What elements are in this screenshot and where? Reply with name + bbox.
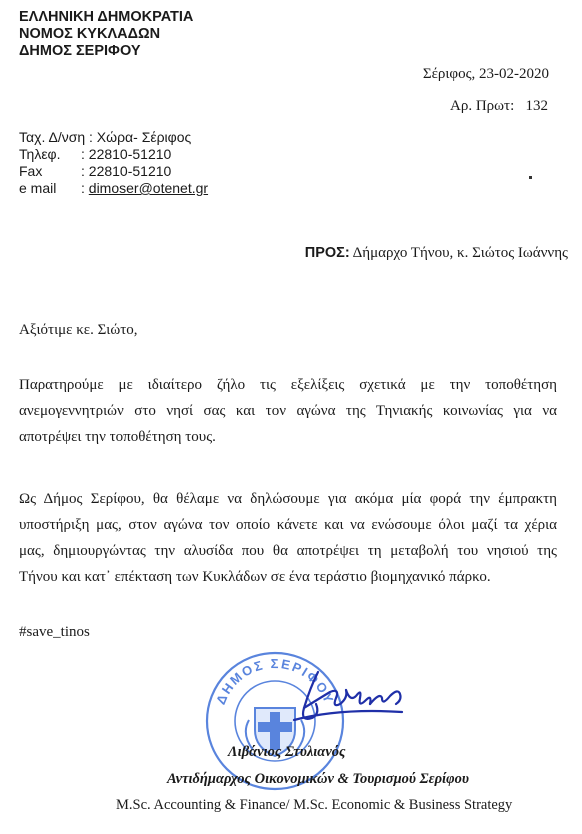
paragraph-1-line: ανεμογεννητριών στο νησί σας και τον αγώνα της Τηνιακής κοινωνίας για να (19, 403, 557, 419)
phone-value: : 22810-51210 (81, 146, 172, 162)
address-value: : Χώρα- Σέριφος (89, 129, 192, 145)
protocol-label: Αρ. Πρωτ: (450, 98, 515, 114)
place-date: Σέριφος, 23-02-2020 (422, 66, 549, 82)
recipient-line (305, 245, 568, 262)
hashtag: #save_tinos (19, 624, 90, 640)
paragraph-2 (19, 486, 557, 590)
paragraph-2-line: Τήνου και κατ᾽ επέκταση των Κυκλάδων σε ένα τεράστιο βιομηχανικό πάρκο. (19, 569, 491, 585)
paragraph-2-line: μας, δημιουργώντας την αλυσίδα που θα αποτρέψει τη μεταβολή του νησιού της (19, 543, 557, 559)
phone-label: Τηλεφ. (19, 146, 61, 162)
recipient-label: ΠΡΟΣ: (304, 245, 350, 261)
paragraph-1-line: Παρατηρούμε με ιδιαίτερο ζήλο τις εξελίξεις σχετικά με την τοποθέτηση (19, 377, 557, 393)
address-label: Ταχ. Δ/νση (19, 129, 86, 145)
email-separator: : (81, 180, 85, 196)
signatory-name: Λιβάνιος Στυλιανός (228, 744, 346, 760)
paragraph-1-line: αποτρέψει την τοποθέτηση τους. (19, 429, 216, 445)
letterhead-line-1: ΕΛΛΗΝΙΚΗ ΔΗΜΟΚΡΑΤΙΑ (19, 9, 194, 25)
paragraph-2-line: Ως Δήμος Σερίφου, θα θέλαμε να δηλώσουμε για ακόμα μία φορά την έμπρακτη (19, 491, 557, 507)
contact-fax (19, 163, 171, 180)
contact-address (19, 129, 191, 146)
email-link[interactable]: dimoser@otenet.gr (88, 180, 209, 196)
paragraph-2-line: υποστήριξη μας, στον αγώνα τον οποίο κάνετε και να ενώσουμε όλοι μαζί τα χέρια (19, 517, 557, 533)
signatory-credentials: M.Sc. Accounting & Finance/ M.Sc. Economic & Business Strategy (116, 797, 513, 813)
email-label: e mail (19, 180, 57, 196)
fax-label: Fax (19, 163, 43, 179)
letterhead-line-2: ΝΟΜΟΣ ΚΥΚΛΑΔΩΝ (19, 26, 161, 42)
salutation: Αξιότιμε κε. Σιώτο, (19, 322, 138, 338)
contact-email (19, 180, 208, 197)
contact-phone (19, 146, 171, 163)
fax-value: : 22810-51210 (81, 163, 172, 179)
paragraph-1 (19, 372, 557, 450)
scan-speck (529, 176, 532, 179)
signatory-title: Αντιδήμαρχος Οικονομικών & Τουρισμού Σερίφου (167, 771, 469, 787)
stamp-text: ΔΗΜΟΣ ΣΕΡΙΦΟΥ (212, 655, 338, 707)
handwritten-signature (290, 668, 410, 730)
recipient-name: Δήμαρχο Τήνου, κ. Σιώτος Ιωάννης (352, 245, 568, 261)
letterhead-line-3: ΔΗΜΟΣ ΣΕΡΙΦΟΥ (19, 43, 141, 59)
protocol-number-line (450, 98, 548, 115)
protocol-number: 132 (525, 98, 548, 114)
